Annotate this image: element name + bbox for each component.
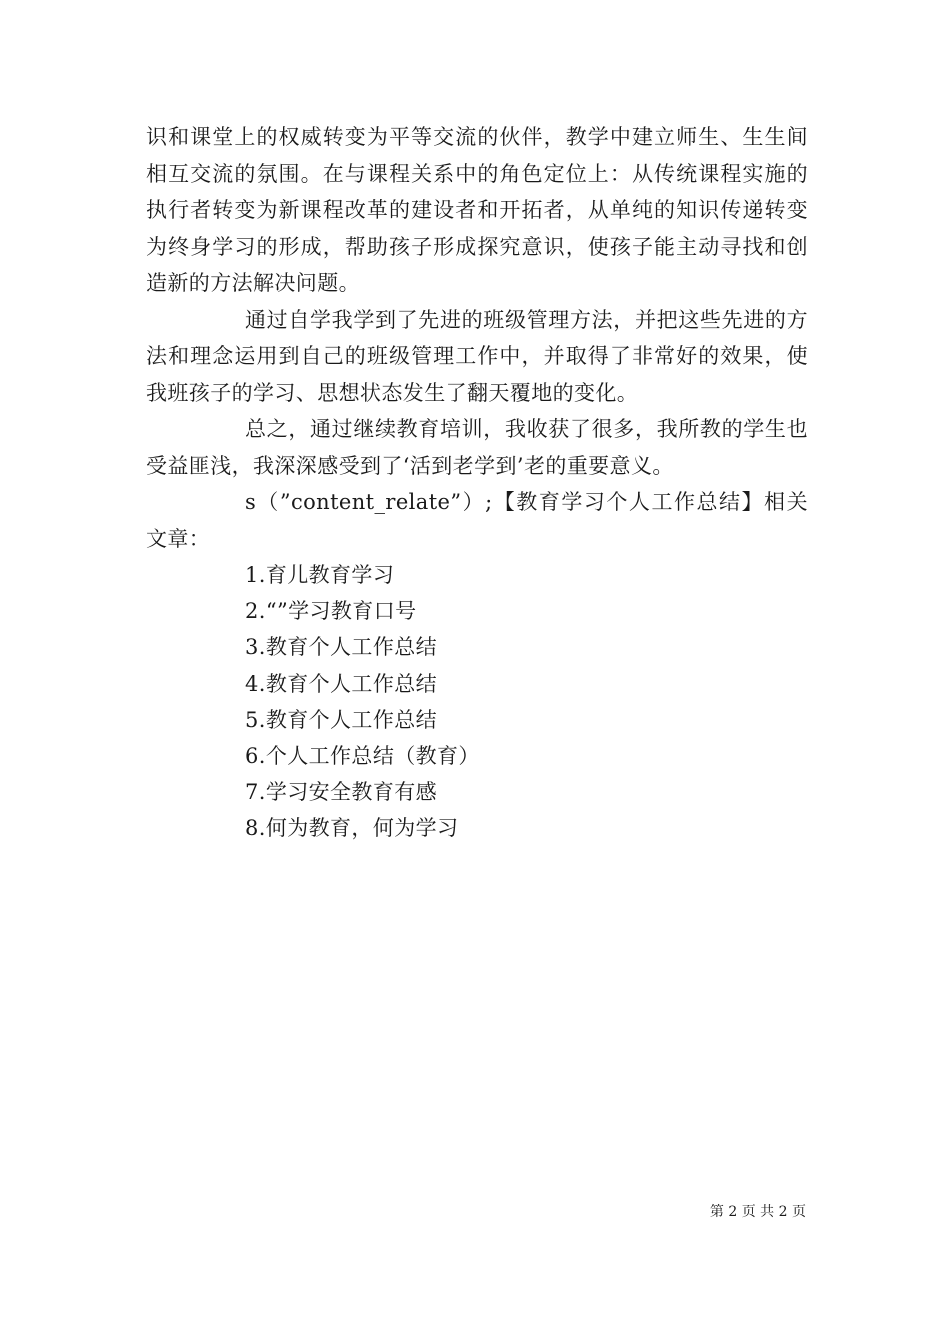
related-articles-heading: s（”content_relate”）;【教育学习个人工作总结】相关文章： [146, 490, 808, 551]
paragraph-conclusion: 总之，通过继续教育培训，我收获了很多，我所教的学生也受益匪浅，我深深感受到了‘活到老学到’老的重要意义。 [146, 417, 808, 478]
related-article-item[interactable]: 1.育儿教育学习 [245, 563, 395, 587]
related-article-item[interactable]: 8.何为教育，何为学习 [245, 816, 459, 841]
related-article-item[interactable]: 2.“”学习教育口号 [245, 599, 417, 624]
related-article-item[interactable]: 3.教育个人工作总结 [245, 635, 438, 660]
related-articles-list [146, 557, 808, 847]
related-article-item[interactable]: 6.个人工作总结（教育） [245, 744, 480, 769]
page-number-footer: 第 2 页 共 2 页 [709, 1204, 806, 1220]
paragraph-class-management: 通过自学我学到了先进的班级管理方法，并把这些先进的方法和理念运用到自己的班级管理工作中，并取得了非常好的效果，使我班孩子的学习、思想状态发生了翻天覆地的变化。 [146, 307, 808, 405]
related-article-item[interactable]: 5.教育个人工作总结 [245, 707, 438, 732]
related-article-item[interactable]: 7.学习安全教育有感 [245, 780, 438, 805]
paragraph-continued: 识和课堂上的权威转变为平等交流的伙伴，教学中建立师生、生生间相互交流的氛围。在与课程关系中的角色定位上：从传统课程实施的执行者转变为新课程改革的建设者和开拓者，从单纯的知识传递转变为终身学习的形成，帮助孩子形成探究意识，使孩子能主动寻找和创造新的方法解决问题。 [146, 125, 808, 295]
document-body [146, 119, 808, 847]
related-article-item[interactable]: 4.教育个人工作总结 [245, 671, 438, 696]
